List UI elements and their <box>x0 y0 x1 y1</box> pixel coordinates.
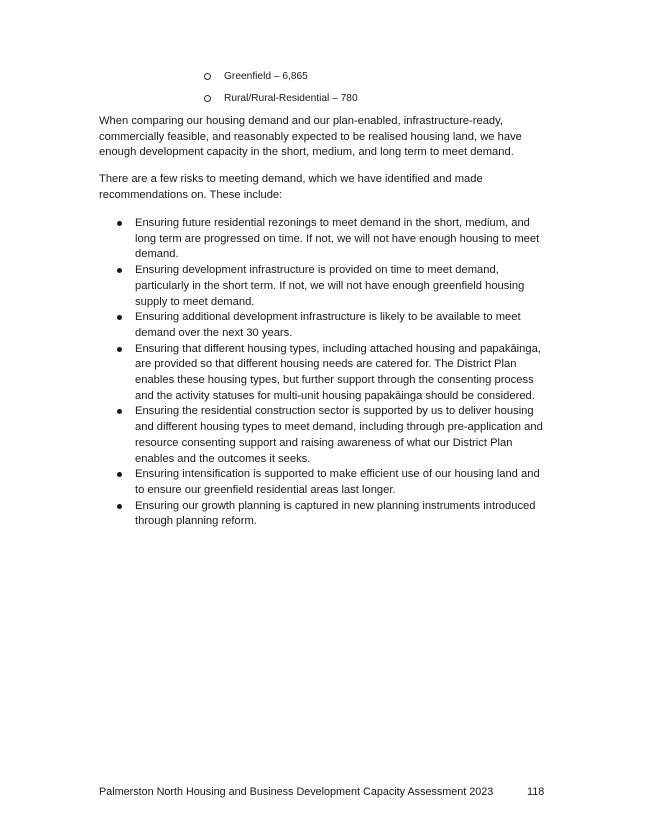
list-item-text: Ensuring the residential construction sector is supported by us to deliver housing and different housing types to meet demand, including through pre-application and resource consenting support and raising awareness of what our District Plan enables and the outcomes it seeks. <box>135 405 543 465</box>
list-item <box>204 70 358 83</box>
bullet-icon <box>117 504 122 509</box>
footer-document-title: Palmerston North Housing and Business Development Capacity Assessment 2023 <box>99 786 494 798</box>
list-item-text: Ensuring our growth planning is captured in new planning instruments introduced through planning reform. <box>135 499 536 528</box>
bullet-icon <box>117 409 122 414</box>
hollow-bullet-icon <box>204 95 211 102</box>
page-number: 118 <box>527 786 545 798</box>
list-item-text: Rural/Rural-Residential – 780 <box>224 93 358 104</box>
list-item <box>99 263 549 310</box>
hollow-bullet-icon <box>204 73 211 80</box>
list-item-text: Ensuring additional development infrastructure is likely to be available to meet demand over the next 30 years. <box>135 311 521 339</box>
list-item-text: Ensuring intensification is supported to make efficient use of our housing land and to ensure our greenfield residential areas last longer. <box>135 468 540 496</box>
list-item <box>99 499 549 530</box>
list-item-text: Ensuring future residential rezonings to meet demand in the short, medium, and long term are progressed on time. If not, we will not have enough housing to meet demand. <box>135 217 540 261</box>
bullet-icon <box>117 268 122 273</box>
list-item <box>99 216 549 263</box>
risks-intro-paragraph: There are a few risks to meeting demand, which we have identified and made recommendations on. These include: <box>99 173 483 201</box>
risks-bullet-list <box>99 216 549 530</box>
bullet-icon <box>117 347 122 352</box>
list-item-text: Ensuring development infrastructure is provided on time to meet demand, particularly in the short term. If not, we will not have enough greenfield housing supply to meet demand. <box>135 264 525 308</box>
list-item <box>99 342 549 405</box>
list-item <box>99 310 549 341</box>
list-item-text: Ensuring that different housing types, including attached housing and papakāinga, are provided so that different housing needs are catered for. The District Plan enables these housing types, but further support through the consenting process and the activity statuses for multi-unit housing papakāinga should be considered. <box>135 342 541 402</box>
bullet-icon <box>117 472 122 477</box>
list-item <box>99 467 549 498</box>
list-item-text: Greenfield – 6,865 <box>224 71 308 82</box>
capacity-sub-list <box>204 70 358 114</box>
capacity-summary-paragraph: When comparing our housing demand and our plan-enabled, infrastructure-ready, commercially feasible, and reasonably expected to be realised housing land, we have enough development capacity in the short, medium, and long term to meet demand. <box>99 115 522 159</box>
list-item <box>99 404 549 467</box>
bullet-icon <box>117 315 122 320</box>
list-item <box>204 92 358 105</box>
bullet-icon <box>117 221 122 226</box>
